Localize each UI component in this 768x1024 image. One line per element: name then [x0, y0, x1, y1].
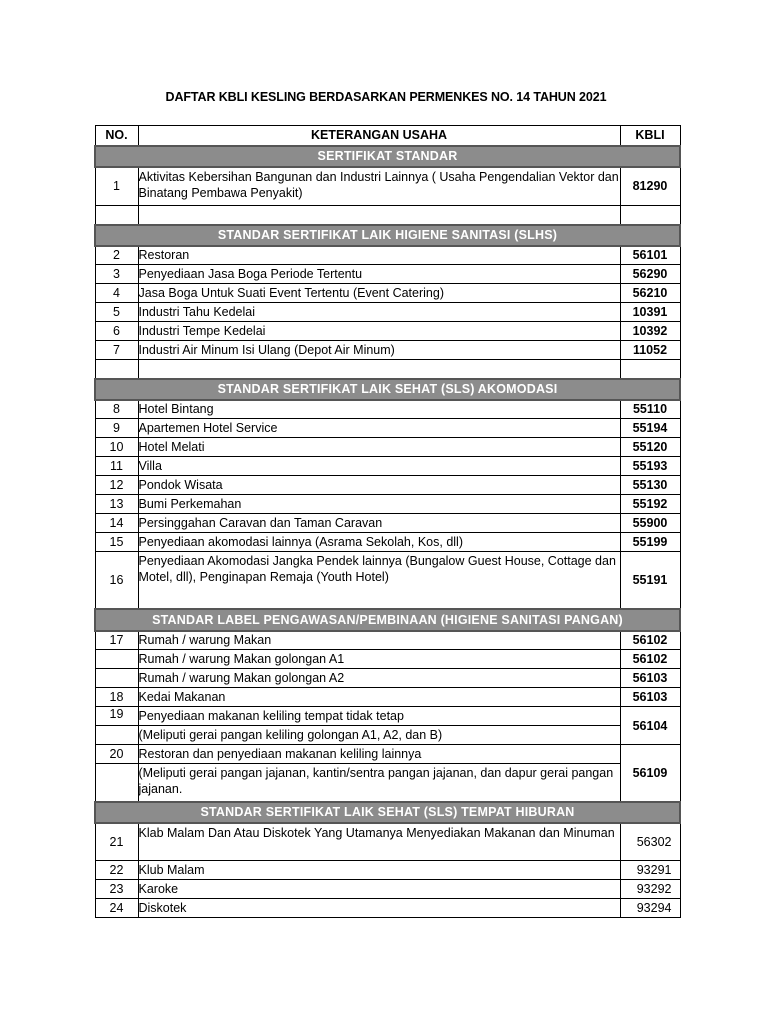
row-desc: Industri Tempe Kedelai [138, 322, 620, 341]
row-no: 9 [95, 419, 138, 438]
section-row [95, 225, 680, 246]
row-kbli: 55900 [620, 514, 680, 533]
row-desc: Persinggahan Caravan dan Taman Caravan [138, 514, 620, 533]
table-header-row [95, 126, 680, 146]
row-kbli: 93291 [620, 861, 680, 880]
row-kbli: 55199 [620, 533, 680, 552]
row-kbli: 56104 [620, 707, 680, 745]
table-row [95, 341, 680, 360]
table-row [95, 650, 680, 669]
table-row [95, 284, 680, 303]
row-kbli: 10391 [620, 303, 680, 322]
row-no: 15 [95, 533, 138, 552]
row-desc: Jasa Boga Untuk Suati Event Tertentu (Event Catering) [138, 284, 620, 303]
row-no: 13 [95, 495, 138, 514]
row-desc: Rumah / warung Makan [138, 631, 620, 650]
table-row [95, 476, 680, 495]
row-desc: Aktivitas Kebersihan Bangunan dan Industri Lainnya ( Usaha Pengendalian Vektor dan Binatang Pembawa Penyakit) [138, 167, 620, 206]
row-kbli: 55193 [620, 457, 680, 476]
row-desc: Pondok Wisata [138, 476, 620, 495]
section-title: STANDAR SERTIFIKAT LAIK SEHAT (SLS) AKOMODASI [95, 379, 680, 400]
row-kbli: 56109 [620, 745, 680, 802]
table-row [95, 669, 680, 688]
row-no: 8 [95, 400, 138, 419]
row-desc: (Meliputi gerai pangan jajanan, kantin/sentra pangan jajanan, dan dapur gerai pangan jajanan. [138, 764, 620, 802]
table-row [95, 880, 680, 899]
row-no: 20 [95, 745, 138, 764]
table-row [95, 438, 680, 457]
row-desc: Restoran dan penyediaan makanan keliling lainnya [138, 745, 620, 764]
table-row [95, 495, 680, 514]
row-kbli: 56103 [620, 669, 680, 688]
section-title: SERTIFIKAT STANDAR [95, 146, 680, 167]
row-kbli: 10392 [620, 322, 680, 341]
row-kbli: 93292 [620, 880, 680, 899]
row-no: 10 [95, 438, 138, 457]
row-kbli: 56101 [620, 246, 680, 265]
row-no: 24 [95, 899, 138, 918]
table-row [95, 457, 680, 476]
row-kbli: 81290 [620, 167, 680, 206]
row-desc: Villa [138, 457, 620, 476]
section-row [95, 379, 680, 400]
table-row [95, 899, 680, 918]
table-row [95, 552, 680, 609]
row-desc: Hotel Bintang [138, 400, 620, 419]
row-desc: Hotel Melati [138, 438, 620, 457]
section-title: STANDAR SERTIFIKAT LAIK HIGIENE SANITASI (SLHS) [95, 225, 680, 246]
row-desc: Bumi Perkemahan [138, 495, 620, 514]
row-desc: Rumah / warung Makan golongan A2 [138, 669, 620, 688]
section-title: STANDAR SERTIFIKAT LAIK SEHAT (SLS) TEMPAT HIBURAN [95, 802, 680, 823]
row-no: 17 [95, 631, 138, 650]
table-row [95, 631, 680, 650]
row-kbli: 55110 [620, 400, 680, 419]
row-desc: Industri Tahu Kedelai [138, 303, 620, 322]
empty-row [95, 206, 680, 225]
table-row [95, 861, 680, 880]
row-kbli: 56302 [620, 823, 680, 861]
row-kbli: 55120 [620, 438, 680, 457]
row-kbli: 56210 [620, 284, 680, 303]
table-row [95, 745, 680, 764]
row-no: 14 [95, 514, 138, 533]
row-kbli: 56103 [620, 688, 680, 707]
row-kbli: 55191 [620, 552, 680, 609]
row-no: 1 [95, 167, 138, 206]
row-no: 12 [95, 476, 138, 495]
row-no: 4 [95, 284, 138, 303]
row-kbli: 56102 [620, 631, 680, 650]
kbli-table [94, 125, 681, 918]
table-row [95, 707, 680, 726]
row-no: 2 [95, 246, 138, 265]
row-desc: Diskotek [138, 899, 620, 918]
section-row [95, 802, 680, 823]
section-row [95, 146, 680, 167]
row-no: 5 [95, 303, 138, 322]
header-kbli: KBLI [620, 126, 680, 146]
row-no: 22 [95, 861, 138, 880]
row-no: 7 [95, 341, 138, 360]
row-desc: Penyediaan makanan keliling tempat tidak tetap [138, 707, 620, 726]
row-desc: Industri Air Minum Isi Ulang (Depot Air Minum) [138, 341, 620, 360]
table-row [95, 419, 680, 438]
row-desc: Klab Malam Dan Atau Diskotek Yang Utamanya Menyediakan Makanan dan Minuman [138, 823, 620, 861]
row-kbli: 11052 [620, 341, 680, 360]
table-row [95, 400, 680, 419]
row-kbli: 55194 [620, 419, 680, 438]
table-row [95, 303, 680, 322]
row-kbli: 55192 [620, 495, 680, 514]
row-desc: Karoke [138, 880, 620, 899]
section-title: STANDAR LABEL PENGAWASAN/PEMBINAAN (HIGIENE SANITASI PANGAN) [95, 609, 680, 631]
row-desc: Penyediaan akomodasi lainnya (Asrama Sekolah, Kos, dll) [138, 533, 620, 552]
table-row [95, 764, 680, 802]
table-row [95, 823, 680, 861]
row-no: 6 [95, 322, 138, 341]
row-kbli: 93294 [620, 899, 680, 918]
empty-row [95, 360, 680, 379]
row-no: 16 [95, 552, 138, 609]
row-kbli: 56102 [620, 650, 680, 669]
table-row [95, 265, 680, 284]
row-no [95, 650, 138, 669]
row-no: 18 [95, 688, 138, 707]
table-row [95, 167, 680, 206]
row-no: 21 [95, 823, 138, 861]
header-no: NO. [95, 126, 138, 146]
row-no: 19 [95, 707, 138, 726]
row-kbli: 55130 [620, 476, 680, 495]
document-title: DAFTAR KBLI KESLING BERDASARKAN PERMENKES NO. 14 TAHUN 2021 [165, 90, 607, 104]
row-desc: Klub Malam [138, 861, 620, 880]
table-row [95, 322, 680, 341]
header-keterangan: KETERANGAN USAHA [138, 126, 620, 146]
row-kbli: 56290 [620, 265, 680, 284]
row-desc: Apartemen Hotel Service [138, 419, 620, 438]
row-desc: Kedai Makanan [138, 688, 620, 707]
table-row [95, 533, 680, 552]
row-no: 11 [95, 457, 138, 476]
row-desc: Penyediaan Akomodasi Jangka Pendek lainnya (Bungalow Guest House, Cottage dan Motel, dll), Penginapan Remaja (Youth Hotel) [138, 552, 620, 609]
table-row [95, 726, 680, 745]
table-row [95, 514, 680, 533]
row-desc: Rumah / warung Makan golongan A1 [138, 650, 620, 669]
row-no: 3 [95, 265, 138, 284]
row-desc: (Meliputi gerai pangan keliling golongan A1, A2, dan B) [138, 726, 620, 745]
row-no [95, 764, 138, 802]
row-no: 23 [95, 880, 138, 899]
section-row [95, 609, 680, 631]
row-no [95, 669, 138, 688]
table-row [95, 246, 680, 265]
table-row [95, 688, 680, 707]
row-desc: Restoran [138, 246, 620, 265]
row-no [95, 726, 138, 745]
row-desc: Penyediaan Jasa Boga Periode Tertentu [138, 265, 620, 284]
